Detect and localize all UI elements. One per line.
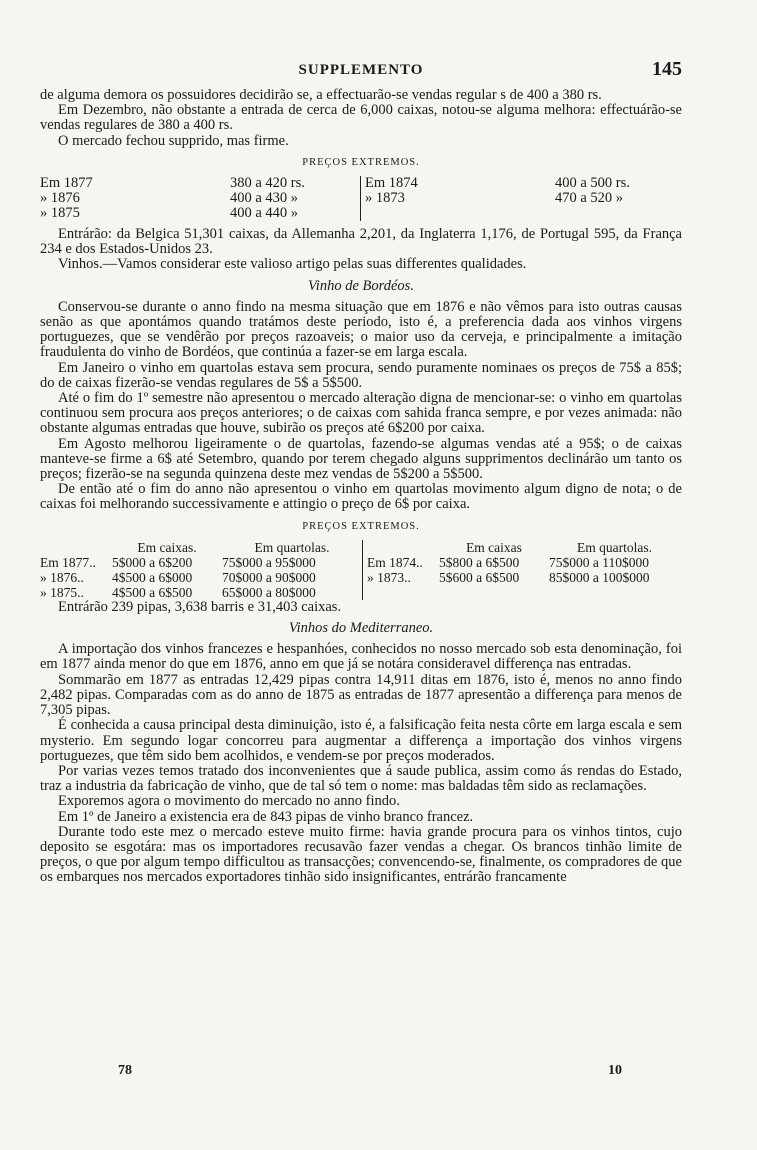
signature-mark-right: 10 bbox=[608, 1063, 622, 1078]
row-label: » 1876 bbox=[40, 190, 80, 207]
row-label: » 1876.. bbox=[40, 569, 84, 585]
table1-caption: PREÇOS EXTREMOS. bbox=[302, 156, 420, 168]
paragraph: É conhecida a causa principal desta diminuição, isto é, a falsificação feita nesta côrte em larga escala e sem mysterio. Em segundo logar concorreu para augmentar a differença a importação dos vinhos virgens portuguezes, que têm sido bem acolhidos, e vendem-se por preços moderados. bbox=[40, 717, 682, 764]
page-footer bbox=[40, 1063, 682, 1083]
header-quartolas-right: Em quartolas. bbox=[577, 539, 652, 555]
prices-table-2 bbox=[40, 540, 680, 600]
row-label: Em 1877.. bbox=[40, 554, 96, 570]
running-title: SUPPLEMENTO bbox=[298, 62, 424, 78]
paragraph: A importação dos vinhos francezes e hespanhóes, conhecidos no nosso mercado sob esta denominação, foi em 1877 ainda menor do que em 1876, anno em que já se notára consideravel differença nas entradas. bbox=[40, 641, 682, 673]
cell-caixas: 4$500 a 6$500 bbox=[112, 584, 193, 600]
row-label: » 1875.. bbox=[40, 584, 84, 600]
cell-quartolas: 75$000 a 95$000 bbox=[222, 554, 316, 570]
row-label: Em 1874.. bbox=[363, 555, 440, 570]
row-label: » 1875 bbox=[40, 205, 80, 222]
row-range: 400 a 440 » bbox=[230, 205, 299, 222]
cell-quartolas: 65$000 a 80$000 bbox=[222, 584, 316, 600]
paragraph: Em Agosto melhorou ligeiramente o de quartolas, fazendo-se algumas vendas até a 95$; o de caixas manteve-se firme a 6$ até Setembro, quando por terem chegado alguns supprimentos declinárão um tanto os preços; fizerão-se na segunda quinzena deste mez vendas de 5$200 a 5$500. bbox=[40, 435, 682, 483]
paragraph: Exporemos agora o movimento do mercado no anno findo. bbox=[58, 793, 400, 810]
paragraph: Em Janeiro o vinho em quartolas estava sem procura, sendo puramente nominaes os preços de 75$ a 85$; do de caixas fizerão-se vendas regulares de 5$ a 5$500. bbox=[40, 359, 682, 391]
page-number: 145 bbox=[652, 58, 682, 80]
header-caixas: Em caixas. bbox=[137, 539, 197, 555]
cell-caixas: 4$500 a 6$000 bbox=[112, 569, 193, 585]
row-range: 400 a 430 » bbox=[230, 190, 299, 207]
paragraph: Entrárão 239 pipas, 3,638 barris e 31,403 caixas. bbox=[58, 598, 342, 615]
row-label: Em 1877 bbox=[40, 175, 93, 192]
paragraph: de alguma demora os possuidores decidirão se, a effectuarão-se vendas regular s de 400 a 380 rs. bbox=[40, 87, 602, 103]
paragraph: Sommarão em 1877 as entradas 12,429 pipas contra 14,911 ditas em 1876, isto é, menos no anno findo 2,482 pipas. Comparadas com as do anno de 1875 as entradas de 1877 apresentão a differença para menos de 7,305 pipas. bbox=[40, 671, 682, 719]
header-quartolas: Em quartolas. bbox=[254, 539, 330, 555]
page-header bbox=[40, 58, 682, 84]
section-title: Vinhos do Mediterraneo. bbox=[288, 620, 434, 637]
signature-mark-left: 78 bbox=[118, 1063, 132, 1078]
cell-caixas: 5$800 a 6$500 bbox=[439, 554, 520, 570]
row-range: 380 a 420 rs. bbox=[230, 175, 305, 192]
paragraph: O mercado fechou supprido, mas firme. bbox=[58, 132, 289, 149]
prices-table-1 bbox=[40, 176, 680, 221]
paragraph: Conservou-se durante o anno findo na mesma situação que em 1876 e não vêmos para isto outras causas senão as que apontámos quando tratámos deste periodo, isto é, a preferencia dada aos vinhos virgens portuguezes, que se vendêrão por preços razoaveis; o maior uso da cerveja, e principalmente a imitação fraudulenta do vinho de Bordéos, que continúa a fazer-se em larga escala. bbox=[40, 298, 682, 361]
row-range: 470 a 520 » bbox=[555, 190, 624, 207]
header-caixas-right: Em caixas bbox=[466, 539, 522, 555]
paragraph: Até o fim do 1º semestre não apresentou o mercado alteração digna de mencionar-se: o vinho em quartolas continuou sem procura aos preços anteriores; o de caixas com sahida franca sempre, e por vezes animada: não obstante algumas entradas que houve, subirão os preços até 6$200 por caixa. bbox=[40, 390, 682, 437]
cell-caixas: 5$600 a 6$500 bbox=[439, 569, 520, 585]
page-body bbox=[40, 88, 682, 886]
section-title: Vinho de Bordéos. bbox=[308, 277, 414, 294]
cell-quartolas: 70$000 a 90$000 bbox=[222, 569, 316, 585]
row-label: » 1873 bbox=[361, 191, 556, 206]
cell-quartolas: 85$000 a 100$000 bbox=[549, 569, 650, 585]
paragraph: Por varias vezes temos tratado dos inconvenientes que á saude publica, assim como ás rendas do Estado, traz a industria da fabricação de vinho, que de tal só tem o nome: mas baldadas têm sido as reclamações. bbox=[40, 762, 682, 795]
paragraph: Vinhos.—Vamos considerar este valioso artigo pelas suas differentes qualidades. bbox=[58, 256, 527, 273]
paragraph: Durante todo este mez o mercado esteve muito firme: havia grande procura para os vinhos tintos, cujo deposito se esgotára: mas os importadores recusavão fazer vendas a chegar. Os brancos tinhão limite de preços, o que por algum tempo difficultou as transacções; convencendo-se, finalmente, os compradores de que os embarques nos mercados exportadores tinhão sido insignificantes, entrárão francamente bbox=[40, 823, 682, 886]
paragraph: Em Dezembro, não obstante a entrada de cerca de 6,000 caixas, notou-se alguma melhora: effectuárão-se vendas regulares de 380 a 400 rs. bbox=[40, 102, 682, 134]
cell-caixas: 5$000 a 6$200 bbox=[112, 554, 193, 570]
paragraph: Entrárão: da Belgica 51,301 caixas, da Allemanha 2,201, da Inglaterra 1,176, de Portugal 595, da França 234 e dos Estados-Unidos 23. bbox=[40, 226, 682, 258]
paragraph: De então até o fim do anno não apresentou o vinho em quartolas movimento algum digno de nota; o de caixas foi melhorando successivamente e attingio o preço de 6$ por caixa. bbox=[40, 481, 682, 513]
table2-caption: PREÇOS EXTREMOS. bbox=[302, 520, 420, 532]
row-label: Em 1874 bbox=[361, 176, 556, 191]
row-range: 400 a 500 rs. bbox=[555, 175, 630, 192]
paragraph: Em 1º de Janeiro a existencia era de 843 pipas de vinho branco francez. bbox=[58, 808, 474, 825]
row-label: » 1873.. bbox=[363, 570, 440, 585]
cell-quartolas: 75$000 a 110$000 bbox=[549, 554, 649, 570]
